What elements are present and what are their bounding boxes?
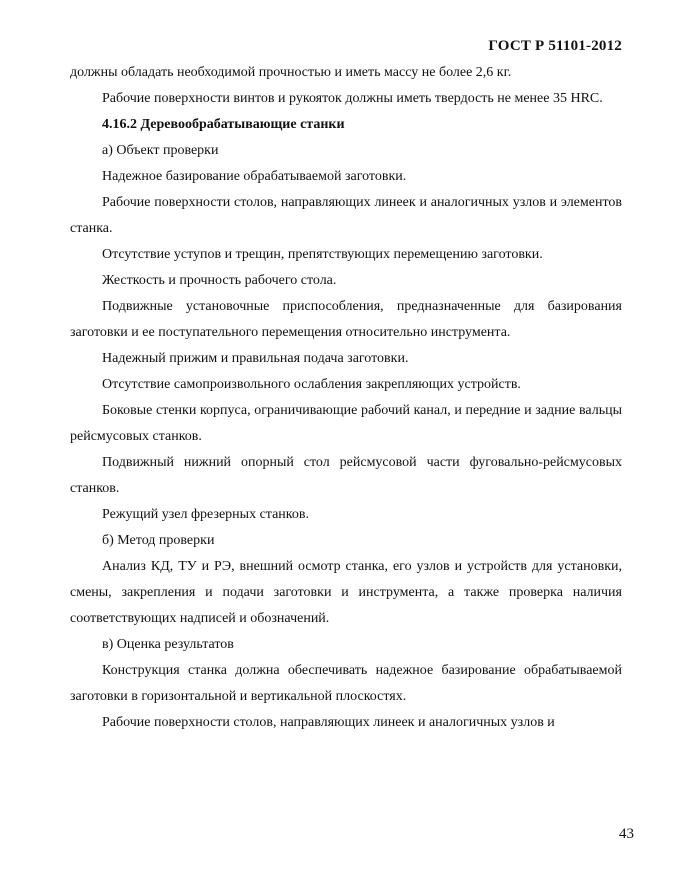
paragraph-no-ledges: Отсутствие уступов и трещин, препятствующих перемещению заготовки. (102, 247, 543, 262)
paragraph-work-surfaces: Рабочие поверхности столов, направляющих линеек и аналогичных узлов и элементов станка. (70, 195, 622, 236)
paragraph-hardness: Рабочие поверхности винтов и рукояток должны иметь твердость не менее 35 HRC. (102, 91, 603, 106)
paragraph-analysis: Анализ КД, ТУ и РЭ, внешний осмотр станка, его узлов и устройств для установки, смены, закрепления и подачи заготовки и инструмента, а также проверка наличия соответствующих надписей и обозначений. (70, 559, 622, 626)
paragraph-movable-fixtures: Подвижные установочные приспособления, предназначенные для базирования заготовки и ее поступательного перемещения относительно инструмента. (70, 299, 622, 340)
paragraph-continuation: должны обладать необходимой прочностью и иметь массу не более 2,6 кг. (70, 65, 512, 80)
paragraph-clamping: Надежный прижим и правильная подача заготовки. (102, 351, 409, 366)
paragraph-lower-table: Подвижный нижний опорный стол рейсмусовой части фуговально-рейсмусовых станков. (70, 455, 622, 496)
paragraph-side-walls: Боковые стенки корпуса, ограничивающие рабочий канал, и передние и задние вальцы рейсмусовых станков. (70, 403, 622, 444)
paragraph-rigidity: Жесткость и прочность рабочего стола. (102, 273, 337, 288)
document-body (70, 60, 622, 736)
paragraph-loosening: Отсутствие самопроизвольного ослабления закрепляющих устройств. (102, 377, 521, 392)
paragraph-work-surfaces-cont: Рабочие поверхности столов, направляющих линеек и аналогичных узлов и (102, 715, 555, 730)
subsection-method: б) Метод проверки (102, 533, 215, 548)
section-heading: 4.16.2 Деревообрабатывающие станки (102, 117, 345, 132)
subsection-evaluation: в) Оценка результатов (102, 637, 234, 652)
subsection-object: а) Объект проверки (102, 143, 219, 158)
paragraph-basing: Надежное базирование обрабатываемой заготовки. (102, 169, 407, 184)
document-standard-id: ГОСТ Р 51101-2012 (488, 38, 622, 54)
paragraph-design: Конструкция станка должна обеспечивать надежное базирование обрабатываемой заготовки в горизонтальной и вертикальной плоскостях. (70, 663, 622, 704)
paragraph-milling-unit: Режущий узел фрезерных станков. (102, 507, 309, 522)
page-number: 43 (619, 826, 634, 842)
